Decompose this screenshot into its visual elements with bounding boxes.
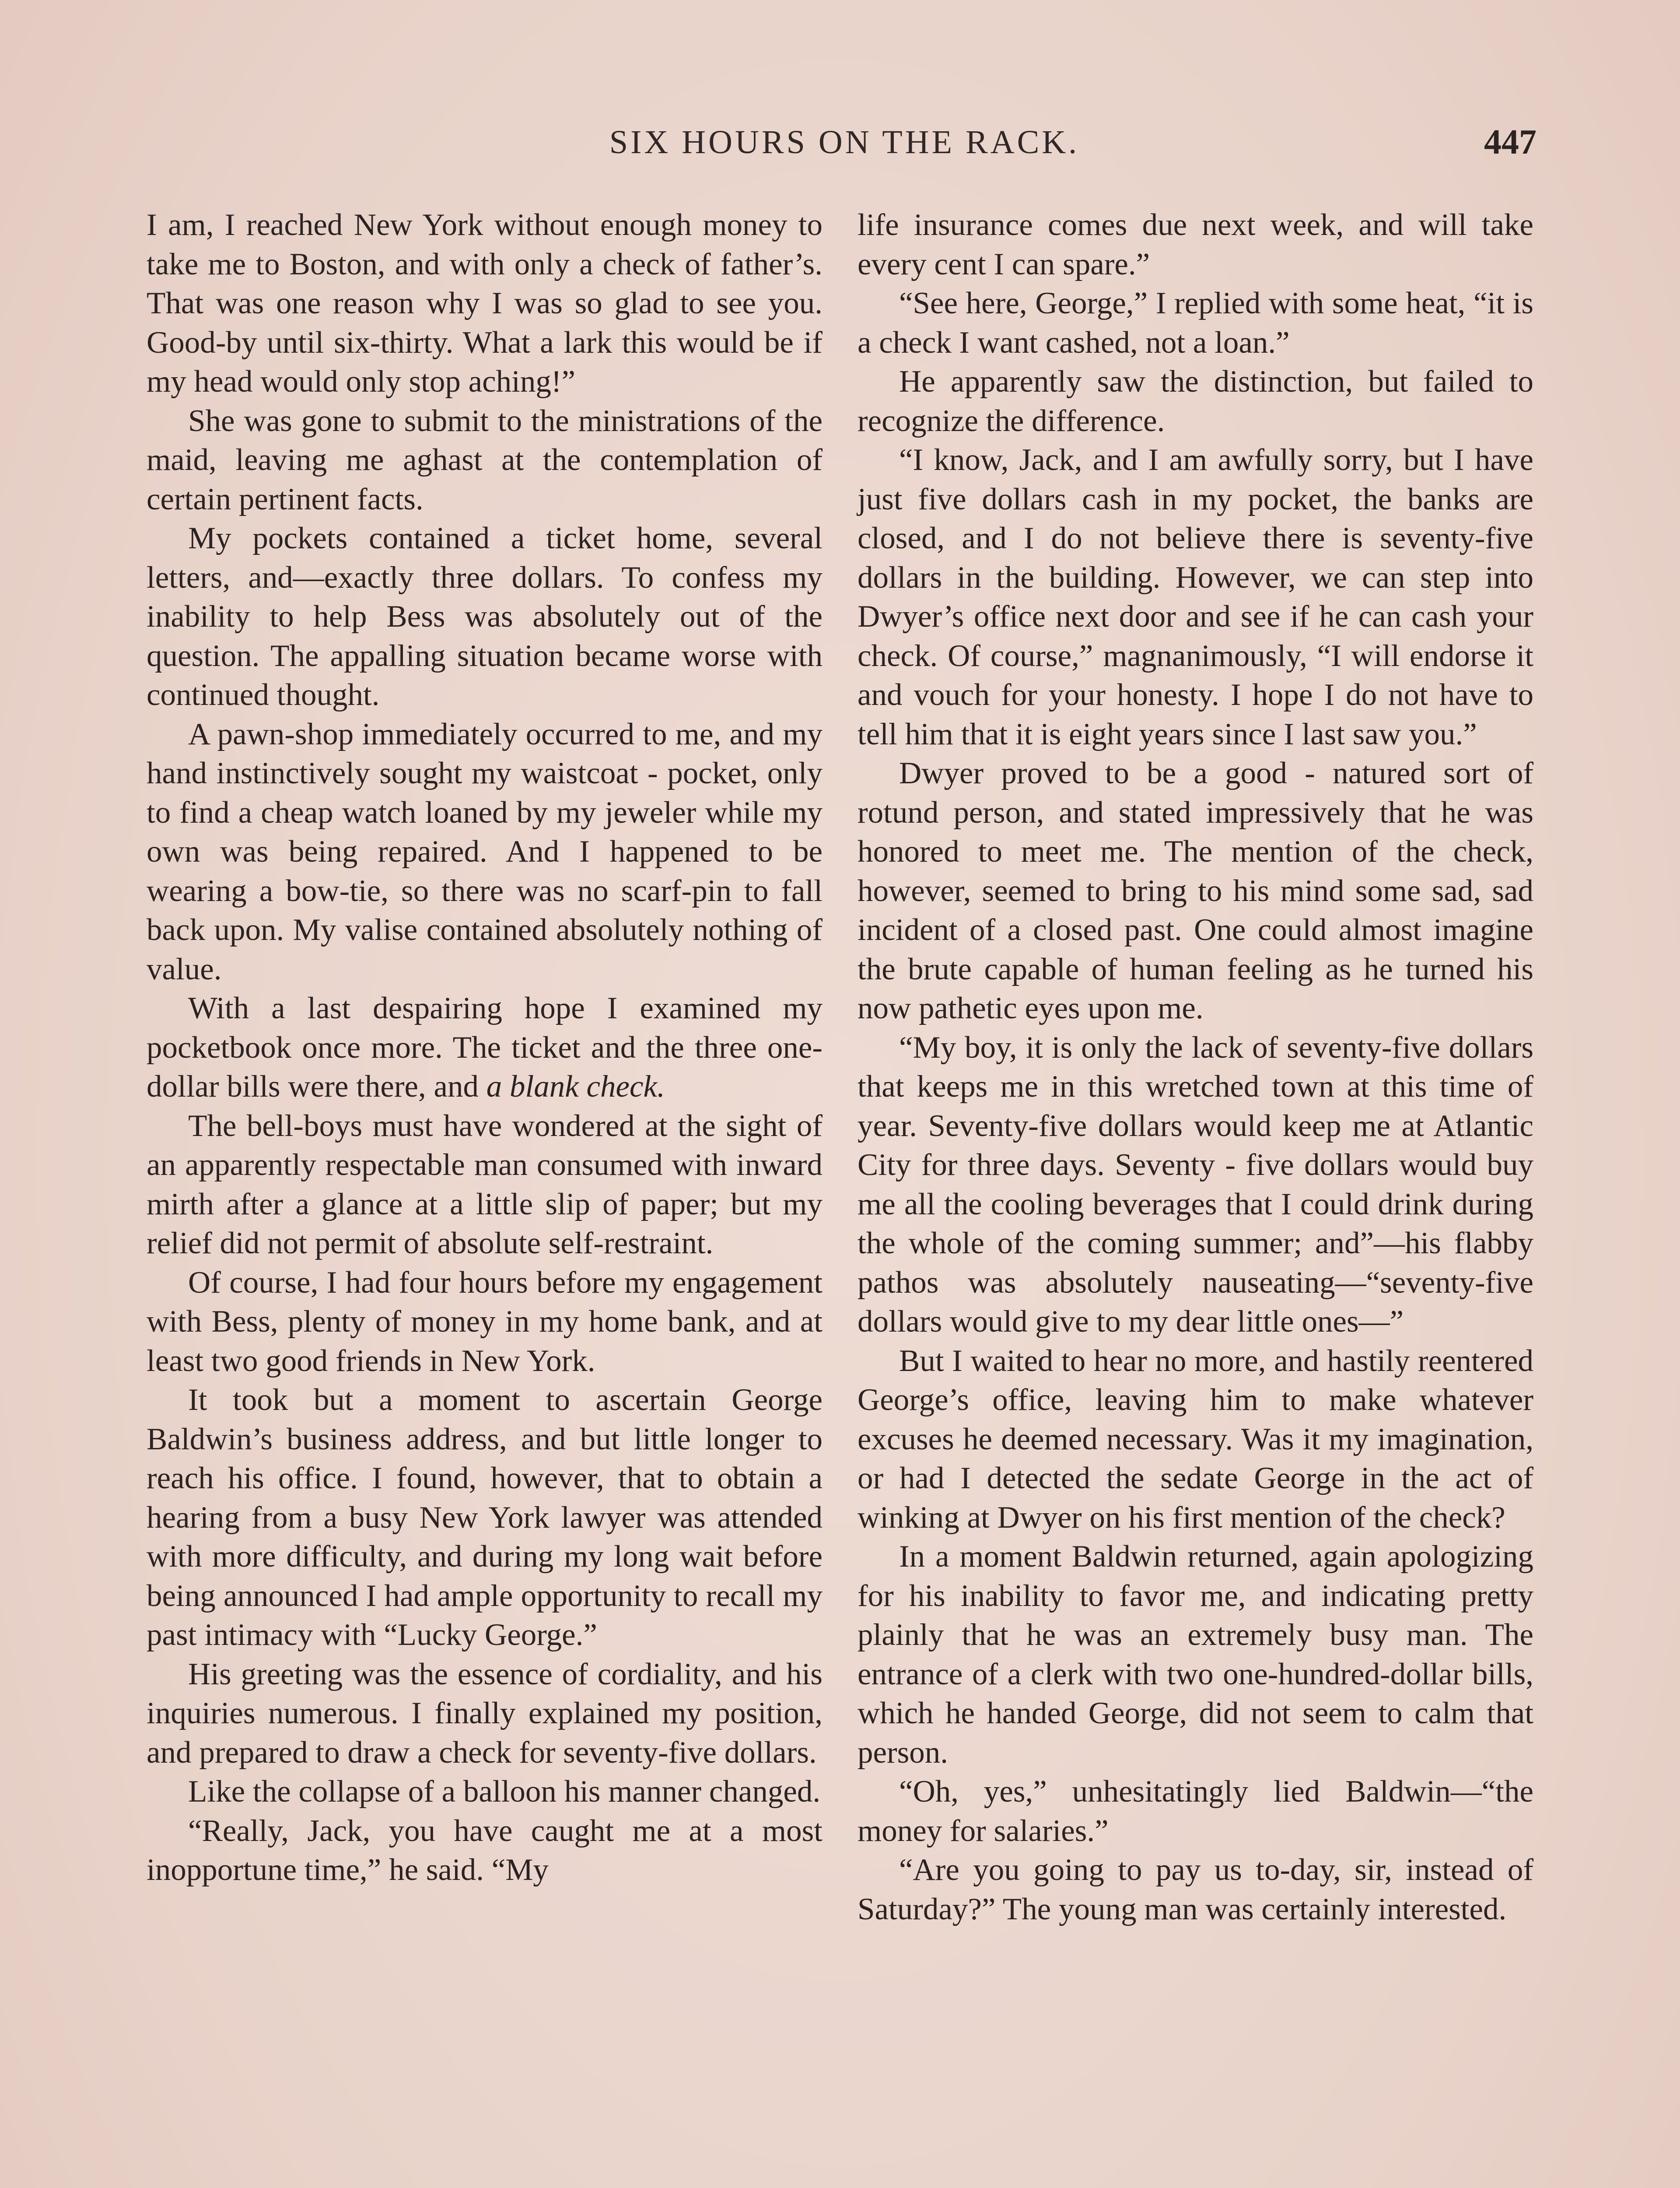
paragraph: He apparently saw the distinction, but failed to recognize the difference. [858,365,1533,438]
paragraph: In a moment Baldwin returned, again apologizing for his inability to favor me, and indicating pretty plainly that he was an extremely busy man. The entrance of a clerk with two one-hundred-dollar bills, which he handed George, did not seem to calm that person. [858,1539,1533,1770]
paragraph: “Are you going to pay us to-day, sir, instead of Saturday?” The young man was certainly interested. [858,1853,1533,1926]
right-column [858,206,1533,1929]
paragraph: Like the collapse of a balloon his manner changed. [188,1774,821,1809]
paragraph-with-italic [147,989,822,1107]
paragraph: A pawn-shop immediately occurred to me, and my hand instinctively sought my waistcoat - pocket, only to find a cheap watch loaned by my jeweler while my own was being repaired. And I happened to be wearing a bow-tie, so there was no scarf-pin to fall back upon. My valise contained absolutely nothing of value. [147,717,822,986]
paragraph: “Really, Jack, you have caught me at a most inopportune time,” he said. “My [147,1813,822,1887]
paragraph-text: With a last despairing hope I examined my pocketbook once more. The ticket and the three one-dollar bills were there, and [147,991,822,1104]
paragraph: “I know, Jack, and I am awfully sorry, but I have just five dollars cash in my pocket, the banks are closed, and I do not believe there is seventy-five dollars in the building. However, we can step into Dwyer’s office next door and see if he can cash your check. Of course,” magnanimously, “I will endorse it and vouch for your honesty. I hope I do not have to tell him that it is eight years since I last saw you.” [858,443,1533,751]
paragraph: She was gone to submit to the ministrations of the maid, leaving me aghast at the contemplation of certain pertinent facts. [147,403,822,516]
paragraph: I am, I reached New York without enough money to take me to Boston, and with only a check of father’s. That was one reason why I was so glad to see you. Good-by until six-thirty. What a lark this would be if my head would only stop aching!” [147,208,822,399]
paragraph: His greeting was the essence of cordiality, and his inquiries numerous. I finally explained my position, and prepared to draw a check for seventy-five dollars. [147,1657,822,1770]
page-number: 447 [1484,123,1536,161]
paragraph: But I waited to hear no more, and hastily reentered George’s office, leaving him to make whatever excuses he deemed necessary. Was it my imagination, or had I detected the sedate George in the act of winking at Dwyer on his first mention of the check? [858,1343,1533,1535]
paragraph: “See here, George,” I replied with some heat, “it is a check I want cashed, not a loan.” [858,286,1533,360]
left-column [147,206,822,1890]
paragraph: The bell-boys must have wondered at the sight of an apparently respectable man consumed with inward mirth after a glance at a little slip of paper; but my relief did not permit of absolute self-restraint. [147,1108,822,1260]
italic-phrase: a blank check. [486,1069,665,1104]
paragraph: Dwyer proved to be a good - natured sort of rotund person, and stated impressively that he was honored to meet me. The mention of the check, however, seemed to bring to his mind some sad, sad incident of a closed past. One could almost imagine the brute capable of human feeling as he turned his now pathetic eyes upon me. [858,756,1533,1025]
paragraph: “My boy, it is only the lack of seventy-five dollars that keeps me in this wretched town at this time of year. Seventy-five dollars would keep me at Atlantic City for three days. Seventy - five dollars would buy me all the cooling beverages that I could drink during the whole of the coming summer; and”—his flabby pathos was absolutely nauseating—“seventy-five dollars would give to my dear little ones—” [858,1030,1533,1339]
paragraph: life insurance comes due next week, and will take every cent I can spare.” [858,208,1533,281]
paragraph: Of course, I had four hours before my engagement with Bess, plenty of money in my home bank, and at least two good friends in New York. [147,1265,822,1378]
running-title: SIX HOURS ON THE RACK. [609,124,1080,161]
paragraph: “Oh, yes,” unhesitatingly lied Baldwin—“the money for salaries.” [858,1774,1533,1848]
paragraph: It took but a moment to ascertain George Baldwin’s business address, and but little longer to reach his office. I found, however, that to obtain a hearing from a busy New York lawyer was attended with more difficulty, and during my long wait before being announced I had ample opportunity to recall my past intimacy with “Lucky George.” [147,1383,822,1652]
paragraph: My pockets contained a ticket home, several letters, and—exactly three dollars. To confess my inability to help Bess was absolutely out of the question. The appalling situation became worse with continued thought. [147,521,822,712]
